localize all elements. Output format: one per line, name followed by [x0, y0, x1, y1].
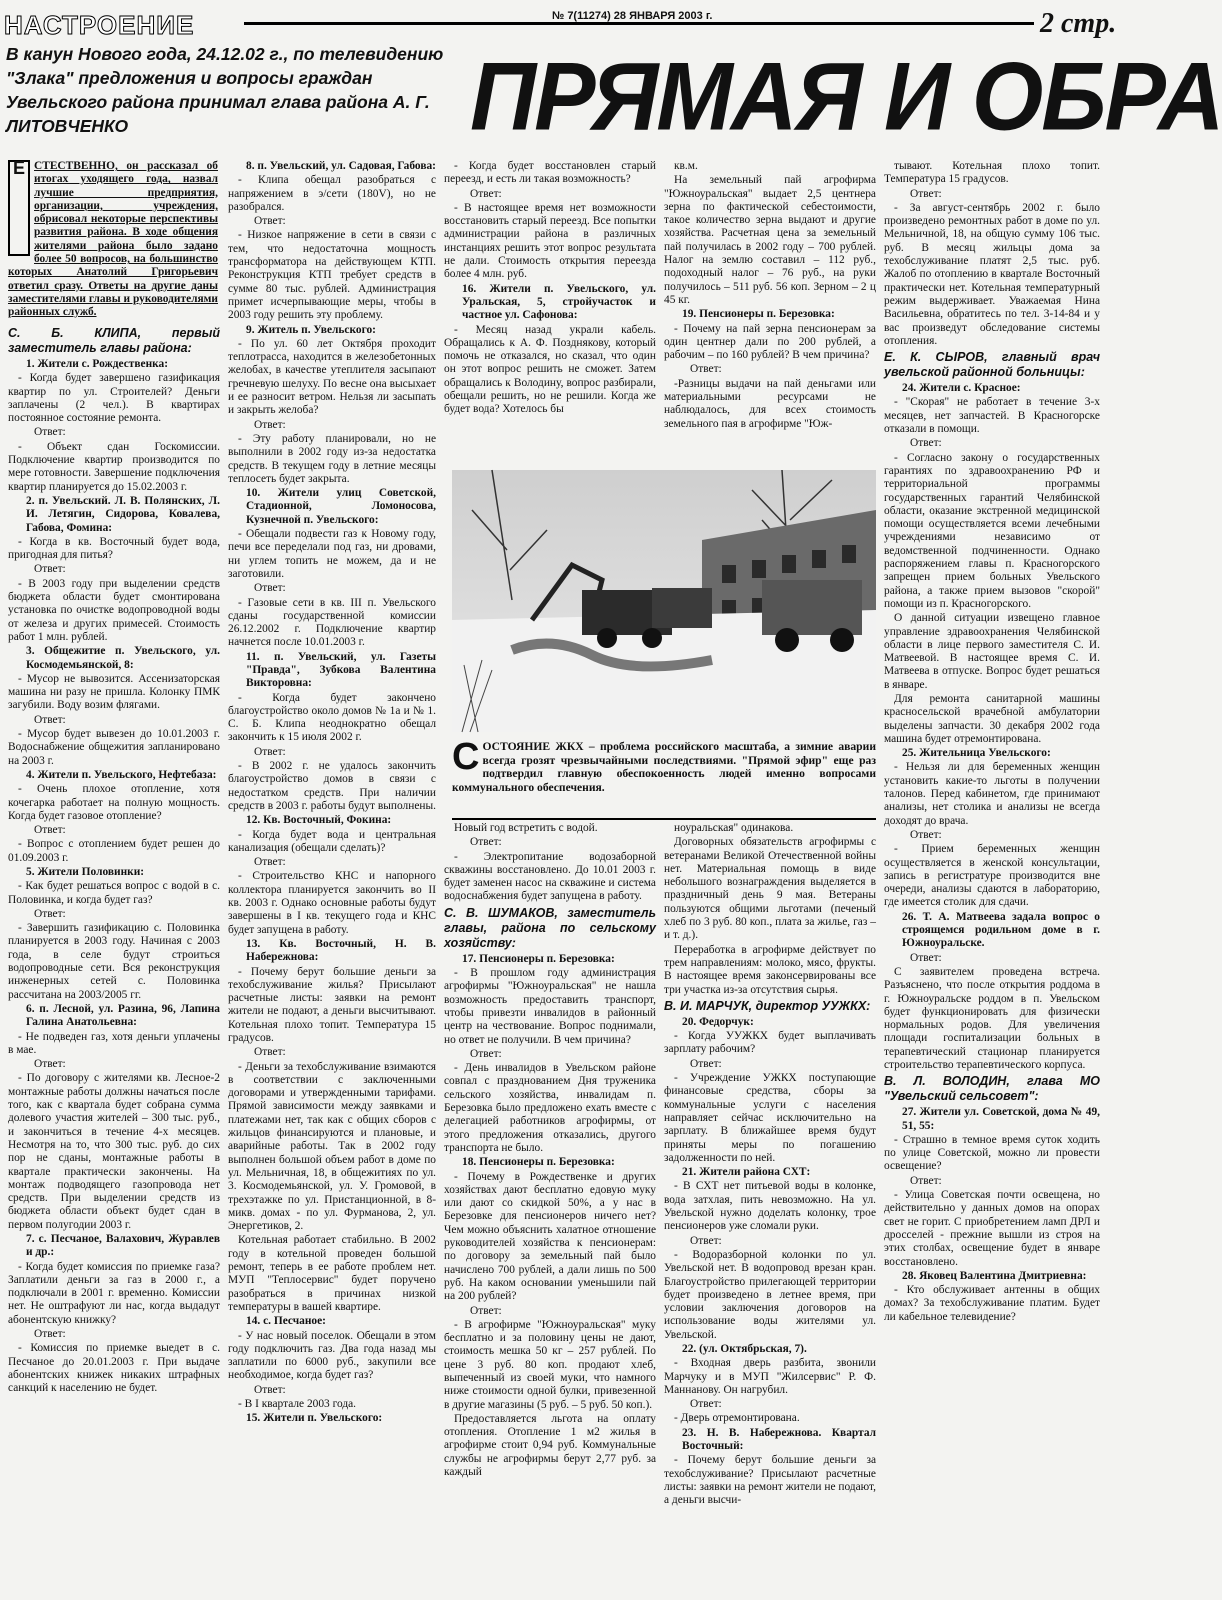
text-paragraph: - В агрофирме "Южноуральская" муку бесплатно и за половину цены не дают, стоимость мешка 50 кг – 257 рублей. По цене 3 руб. 80 коп. продают хлеб, выпеченный из своей муки, что намного ниже стоимости одной булки, привезенной в другие магазины (5 руб. – 5 руб. 50 коп.). [444, 1318, 656, 1411]
column-4-bottom [664, 822, 876, 1596]
question-heading: 19. Пенсионеры п. Березовка: [682, 308, 835, 321]
question-heading: 4. Жители п. Увельского, Нефтебаза: [26, 768, 217, 781]
text-paragraph: - Месяц назад украли кабель. Обращались к А. Ф. Позднякову, который помочь не отказался, но сказал, что один он этот вопрос решить не сможет. Затем обращались к Володину, вопрос разбирали, обещали решить, но не решили. Когда же будет вода? Хотелось бы [444, 323, 656, 416]
issue-line: № 7(11274) 28 ЯНВАРЯ 2003 г. [548, 10, 716, 22]
answer-label: Ответ: [254, 745, 286, 758]
caption-rule [452, 818, 876, 820]
question-heading: 16. Жители п. Увельского, ул. Уральская, 5, стройучасток и частное ул. Сафонова: [462, 282, 656, 322]
lead-paragraph: В канун Нового года, 24.12.02 г., по телевидению "Злака" предложения и вопросы граждан Увельского района принимал глава района А. Г. ЛИТОВЧЕНКО [6, 44, 444, 136]
question-heading: 22. (ул. Октябрьская, 7). [682, 1342, 807, 1355]
answer-label: Ответ: [254, 418, 286, 431]
header-rule [244, 22, 1034, 25]
question-heading: 23. Н. В. Набережнова. Квартал Восточный: [682, 1426, 876, 1453]
text-paragraph: - Учреждение УЖКХ поступающие финансовые средства, сборы за коммунальные услуги с населения направляет сейчас исключительно на зарплату. В ближайшее время будут приняты меры по погашению задолженности по ней. [664, 1072, 876, 1164]
text-paragraph: - Почему берут большие деньги за техобслуживание? Присылают расчетные листы: заявки на ремонт жители не подают, а деньги высчи- [664, 1454, 876, 1507]
answer-label: Ответ: [690, 363, 722, 376]
headline: ПРЯМАЯ И ОБРА [470, 43, 1222, 151]
answer-label: Ответ: [34, 1328, 66, 1341]
news-photo [452, 470, 876, 732]
answer-label: Ответ: [34, 907, 66, 920]
text-paragraph: - Эту работу планировали, но не выполнили в 2002 году из-за недостатка средств. В текущем году в летние месяцы теплосеть будет закрыта. [228, 432, 436, 485]
text-paragraph: тывают. Котельная плохо топит. Температура 15 градусов. [884, 160, 1100, 186]
photo-winter-excavator [452, 470, 876, 732]
text-paragraph: - В СХТ нет питьевой воды в колонке, вода затхлая, пить невозможно. На ул. Увельской нужно доделать колонку, трое пенсионеров уже сломали руки. [664, 1180, 876, 1233]
text-paragraph: - Улица Советская почти освещена, но действительно у данных домов на опорах свет не горит. С приобретением ламп ДРЛ и дросселей - прежние вышли из строя на этих столбах, освещение будет в январе восстановлено. [884, 1189, 1100, 1268]
text-paragraph: - Когда будет завершено газификация квартир по ул. Строителей? Деньги заплачены (2 чел.). В квартирах постоянное состояние ремонта. [8, 372, 220, 425]
text-paragraph: - Не подведен газ, хотя деньги уплачены в мае. [8, 1030, 220, 1056]
page-number: 2 стр. [1040, 8, 1117, 39]
text-paragraph: кв.м. [674, 160, 698, 172]
text-paragraph: - Дверь отремонтирована. [674, 1412, 800, 1425]
text-paragraph: - Водоразборной колонки по ул. Увельской нет. В водопровод врезан кран. Благоустройство прилегающей территории будет произведено в летнее время, при условии заключения договоров на использование воды жителями ул. Увельской. [664, 1248, 876, 1341]
text-paragraph: - Когда будет восстановлен старый переезд, и есть ли такая возможность? [444, 160, 656, 186]
text-paragraph: - По ул. 60 лет Октября проходит теплотрасса, находится в железобетонных желобах, в качестве утеплителя засыпают гречневую шелуху. По весне она высыхает и ее разносит ветром. Нельзя ли засыпать и закрыть желоба? [228, 337, 436, 417]
section-title: НАСТРОЕНИЕ [4, 10, 195, 40]
answer-label: Ответ: [254, 1046, 286, 1059]
answer-label: Ответ: [34, 426, 66, 439]
text-paragraph: Для ремонта санитарной машины красносельской врачебной амбулатории выделены запчасти. 30 декабря 2002 года машина будет отремонтирована. [884, 692, 1100, 745]
text-paragraph: Новый год встретить с водой. [454, 822, 598, 834]
text-paragraph: - В 2003 году при выделении средств бюджета области будет смонтирована установка по очистке водопроводной воды от железа и других примесей. Стоимость работ 1 млн. рублей. [8, 577, 220, 643]
text-paragraph: Договорных обязательств агрофирмы с ветеранами Великой Отечественной войны нет. Материальная помощь в виде небольшого вознаграждения выделяется в праздничный день 9 мая. Ветераны пользуются общими льготами (печеный хлеб по 3 руб. 80 коп., плата за жилье, газ – и т. д.). [664, 836, 876, 942]
text-paragraph: - Мусор будет вывезен до 10.01.2003 г. Водоснабжение общежития запланировано на 2003 г. [8, 728, 220, 767]
text-paragraph: ноуральская" одинакова. [674, 822, 794, 834]
answer-label: Ответ: [34, 824, 66, 837]
answer-label: Ответ: [470, 1304, 502, 1317]
text-paragraph: С заявителем проведена встреча. Разъяснено, что после открытия роддома в г. Южноуральске роддом в п. Увельском будет функционировать для физически нормальных родов. Для увеличения площади госпитализации больных в терапевтический стационар планируется строительство терапевтического корпуса. [884, 965, 1100, 1071]
text-paragraph: - Как будет решаться вопрос с водой в с. Половинка, и когда будет газ? [8, 880, 220, 906]
question-heading: 15. Жители п. Увельского: [246, 1412, 383, 1425]
answer-label: Ответ: [910, 437, 942, 450]
question-heading: 14. с. Песчаное: [246, 1315, 326, 1328]
text-paragraph: - "Скорая" не работает в течение 3-х месяцев, нет запчастей. В Красногорске отказали в помощи. [884, 396, 1100, 436]
question-heading: 11. п. Увельский, ул. Газеты "Правда", Зубкова Валентина Викторовна: [246, 650, 436, 690]
answer-label: Ответ: [910, 1174, 942, 1187]
question-heading: 21. Жители района СХТ: [682, 1166, 811, 1179]
question-heading: 1. Жители с. Рождественка: [26, 358, 169, 370]
column-4-top [664, 160, 876, 460]
question-heading: 18. Пенсионеры п. Березовка: [462, 1156, 615, 1169]
column-1 [8, 324, 220, 1596]
answer-label: Ответ: [34, 563, 66, 576]
text-paragraph: - Почему в Рождественке и других хозяйствах дают бесплатно едовую муку или дают со скидкой 50%, а у нас в Березовке для пенсионеров ничего нет? Чем можно объяснить халатное отношение руководителей хозяйства к пенсионерам: по договору за земельный пай было начислено 700 рублей, а дали лишь по 500 руб. На каком основании уменьшили пай на 200 рублей? [444, 1170, 656, 1303]
official-byline: В. Л. ВОЛОДИН, глава МО "Увельский сельсовет": [884, 1074, 1100, 1104]
question-heading: 7. с. Песчаное, Валахович, Журавлев и др.: [26, 1233, 220, 1259]
official-byline: В. И. МАРЧУК, директор УУЖКХ: [664, 998, 871, 1013]
question-heading: 5. Жители Половинки: [26, 865, 145, 878]
column-3-bottom [444, 822, 656, 1596]
caption-text: ОСТОЯНИЕ ЖКХ – проблема российского масштаба, а зимние аварии всегда грозят чрезвычайными последствиями. "Прямой эфир" еще раз подтвердил главную обеспокоенность людей именно вопросами коммунального обеспечения. [452, 740, 876, 794]
column-3-top [444, 160, 656, 460]
text-paragraph: - Кто обслуживает антенны в общих домах? За техобслуживание платим. Будет ли кабельное телевидение? [884, 1284, 1100, 1323]
text-paragraph: - Когда будет комиссия по приемке газа? Заплатили деньги за газ в 2000 г., а подключали в 2001 г. временно. Комиссии нет. Не оштрафуют ли нас, когда выдадут абонентскую книжку? [8, 1260, 220, 1326]
text-paragraph: - Завершить газификацию с. Половинка планируется в 2003 году. Начиная с 2003 года, в селе будут строиться водопроводные сети. Вся реконструкция инженерных сетей с. Половинка рассчитана на 2003/2005 гг. [8, 922, 220, 1001]
text-paragraph: - В I квартале 2003 года. [238, 1398, 357, 1411]
question-heading: 20. Федорчук: [682, 1015, 754, 1028]
text-paragraph: О данной ситуации извещено главное управление здравоохранения Челябинской области в лице первого заместителя С. И. Матвеевой. В настоящее время С. И. Матвеева в отпуске. Вопрос будет решаться в январе. [884, 612, 1100, 691]
question-heading: 17. Пенсионеры п. Березовка: [462, 952, 615, 965]
text-paragraph: - Почему берут большие деньги за техобслуживание жилья? Присылают расчетные листы: заявки на ремонт жители не подают, а деньги высчитывают. Котельная плохо топит. Температура 15 градусов. [228, 965, 436, 1044]
text-paragraph: - Страшно в темное время суток ходить по улице Советской, можно ли провести освещение? [884, 1133, 1100, 1173]
text-paragraph: - Когда в кв. Восточный будет вода, пригодная для питья? [8, 535, 220, 562]
text-paragraph: - Вопрос с отоплением будет решен до 01.09.2003 г. [8, 838, 220, 864]
answer-label: Ответ: [34, 1058, 66, 1071]
photo-caption [452, 736, 876, 816]
text-paragraph: -Разницы выдачи на пай деньгами или материальными ресурсами не наблюдалось, для всех стоимость земельного пая в агрофирме "Юж- [664, 377, 876, 430]
text-paragraph: - Строительство КНС и напорного коллектора планируется закончить во II кв. 2003 г. Однако основные работы будут завершены в I кв. текущего года и КНС будет запущена в работу. [228, 870, 436, 936]
column-5 [884, 160, 1100, 1596]
question-heading: 3. Общежитие п. Увельского, ул. Космодемьянской, 8: [26, 645, 220, 671]
caption-dropcap: С [452, 736, 480, 778]
text-paragraph: - Обещали подвести газ к Новому году, печи все переделали под газ, ни дровами, ни углем топить не можем, да и не заготовили. [228, 528, 436, 580]
text-paragraph: - В 2002 г. не удалось закончить благоустройство домов в связи с недостатком средств. При наличии средств в 2003 г. работы будут выполнены. [228, 760, 436, 812]
text-paragraph: - У нас новый поселок. Обещали в этом году подключить газ. Два года назад мы заплатили по 6000 руб., закупили все необходимое, когда будет газ? [228, 1329, 436, 1382]
question-heading: 28. Яковец Валентина Дмитриевна: [902, 1269, 1087, 1282]
text-paragraph: - Очень плохое отопление, хотя кочегарка работает на полную мощность. Когда будет газовое отопление? [8, 783, 220, 822]
text-paragraph: - Входная дверь разбита, звонили Марчуку и в МУП "Жилсервис" Р. Ф. Маннанову. Он нагрубил. [664, 1357, 876, 1396]
intro-text: СТЕСТВЕННО, он рассказал об итогах уходящего года, назвал лучшие предприятия, организации, учреждения, обрисовал некоторые перспективы развития района. В ходе общения жителями района было задано более 50 вопросов, на большинство которых Анатолий Григорьевич ответил сразу. Ответы на другие даны заместителями главы и руководителями районных служб. [8, 160, 218, 319]
text-paragraph: - Почему на пай зерна пенсионерам за один центнер дали по 200 рублей, а рабочим – по 160 рублей? В чем причина? [664, 322, 876, 362]
question-heading: 25. Жительница Увельского: [902, 747, 1051, 760]
text-paragraph: Предоставляется льгота на оплату отопления. Отопление 1 м2 жилья в агрофирме стоит 0,94 руб. Коммунальные службы не агрофирмы берут 2,77 руб. за каждый [444, 1412, 656, 1479]
text-paragraph: - Нельзя ли для беременных женщин установить какие-то льготы в получении талонов. Перед кабинетом, где принимают анализы, нет столика и анализы не всегда доходят до врача. [884, 761, 1100, 827]
official-byline: С. Б. КЛИПА, первый заместитель главы района: [8, 326, 220, 355]
question-heading: 8. п. Увельский, ул. Садовая, Габова: [246, 160, 436, 172]
text-paragraph: - Объект сдан Госкомиссии. Подключение квартир производится по мере готовности. Завершение подключения квартир планируется до 15.02.2003 г. [8, 440, 220, 493]
column-2 [228, 160, 436, 1596]
text-paragraph: - День инвалидов в Увельском районе совпал с празднованием Дня труженика сельского хозяйства, инвалидам п. Березовка было предложено ехать вместе с делегацией работников агрофирмы, от этого предложения отказались, другого транспорта не было. [444, 1062, 656, 1154]
intro-block [8, 160, 218, 318]
official-byline: С. В. ШУМАКОВ, заместитель главы, района по сельскому хозяйству: [444, 905, 656, 950]
question-heading: 26. Т. А. Матвеева задала вопрос о строящемся родильном доме в г. Южноуральске. [902, 910, 1100, 950]
text-paragraph: - По договору с жителями кв. Лесное-2 монтажные работы должны начаться после того, как с квартала будет собрана сумма долевого участия жителей – 300 тыс. руб., и закончиться в течение 4-х месяцев. Несмотря на то, что 300 тыс. руб. до сих пор не сданы, монтажные работы в квартале практически закончены. На монтаж подводящего газопровода нет средств. При выделении средств из бюджета области объект будет сдан в первом полугодии 2003 г. [8, 1072, 220, 1231]
text-paragraph: - Мусор не вывозится. Ассенизаторская машина ни разу не пришла. Колонку ПМК загубили. Воду возим флягами. [8, 672, 220, 712]
text-paragraph: Котельная работает стабильно. В 2002 году в котельной проведен большой ремонт, теперь в ее работе проблем нет. МУП "Теплосервис" будет поручено разобраться в причинах низкой температуры в вашей квартире. [228, 1234, 436, 1313]
question-heading: 27. Жители ул. Советской, дома № 49, 51, 55: [902, 1106, 1100, 1132]
question-heading: 10. Жители улиц Советской, Стадионной, Ломоносова, Кузнечной п. Увельского: [246, 487, 436, 526]
intro-dropcap: Е [8, 160, 30, 256]
text-paragraph: На земельный пай агрофирма "Южноуральская" выдает 2,5 центнера зерна по фактической себестоимости, такое количество зерна выдают и другие хозяйства. Расчетная цена за земельный пай получилась в 2002 году – 700 рублей. Налог на землю составил – 112 руб., подоходный налог – 76 руб., на руки получилось – 511 руб. 56 коп. Зерном – 2 ц 45 кг. [664, 174, 876, 306]
text-paragraph: - Когда будет закончено благоустройство около домов № 1а и № 1. С. Б. Клипа неоднократно обещал закончить к 15 июля 2002 г. [228, 691, 436, 744]
official-byline: Е. К. СЫРОВ, главный врач увельской районной больницы: [884, 350, 1100, 380]
answer-label: Ответ: [254, 582, 286, 595]
text-paragraph: - Электропитание водозаборной скважины восстановлено. До 10.01 2003 г. будет заменен насос на скважине и система водоснабжения будет запущена в работу. [444, 850, 656, 903]
answer-label: Ответ: [470, 836, 502, 849]
text-paragraph: - Согласно закону о государственных гарантиях по здравоохранению РФ и территориальной программы государственных гарантий Челябинской области, оказание экстренной медицинской помощи осуществляется всеми лечебными учреждениями независимо от ведомственной подчиненности. Однако распоряжением главы п. Красногорского запрещен прием больных Увельского района, а также прием вызовов "скорой" помощи из п. Красногорского. [884, 451, 1100, 610]
question-heading: 9. Житель п. Увельского: [246, 323, 376, 336]
text-paragraph: Переработка в агрофирме действует по трем направлениям: молоко, мясо, фрукты. В настоящее время законсервированы все три участка из-за отсутствия сырья. [664, 943, 876, 996]
question-heading: 13. Кв. Восточный, Н. В. Набережнова: [246, 937, 436, 964]
question-heading: 12. Кв. Восточный, Фокина: [246, 814, 392, 827]
text-paragraph: - Газовые сети в кв. III п. Увельского сданы государственной комиссии 26.12.2002 г. Подключение квартир начнется после 10.01.2003 г. [228, 596, 436, 649]
answer-label: Ответ: [690, 1398, 722, 1411]
text-paragraph: - Комиссия по приемке выедет в с. Песчаное до 20.01.2003 г. При выдаче абонентских книжек никаких штрафных санкций к населению не будет. [8, 1342, 220, 1395]
question-heading: 2. п. Увельский. Л. В. Полянских, Л. И. Летягин, Сидорова, Ковалева, Габова, Фомина: [26, 494, 220, 534]
text-paragraph: - За август-сентябрь 2002 г. было произведено ремонтных работ в доме по ул. Мельничной, 18, на общую сумму 106 тыс. руб. В месяц жильцы дома за техобслуживание платят 2,5 тыс. руб. Жалоб по отоплению в квартале Восточный практически нет. Котельная температурный режим выдерживает. Уважаемая Нина Васильевна, обратитесь по тел. 3-14-84 и у вас произведут обследование системы отопления. [884, 201, 1100, 347]
text-paragraph: - Деньги за техобслуживание взимаются в соответствии с заключенными договорами и утвержденными тарифами. Прямой зависимости между заявками и платежами нет, так как с общих сборов с жильцов финансируются и плановые, и аварийные работы. Так в 2002 году выполнен большой объем работ в доме по ул. Мельничная, 18, в общежитиях по ул. 3. Космодемьянской, ул. У. Громовой, в трехэтажке по ул. Пристанционной, в 8-микв. домах - по ул. Фурманова, 2, ул. Энергетиков, 2. [228, 1060, 436, 1233]
answer-label: Ответ: [910, 187, 942, 200]
answer-label: Ответ: [690, 1057, 722, 1070]
text-paragraph: - Низкое напряжение в сети в связи с тем, что недостаточна мощность трансформатора на действующем КТП. Реконструкция КТП требует средств в сумме 80 тыс. рублей. Администрация примет исчерпывающие меры, чтобы в 2003 году решить эту проблему. [228, 229, 436, 322]
answer-label: Ответ: [690, 1234, 722, 1247]
text-paragraph: - Когда УУЖКХ будет выплачивать зарплату рабочим? [664, 1030, 876, 1056]
answer-label: Ответ: [254, 215, 286, 228]
text-paragraph: - Клипа обещал разобраться с напряжением в э/сети (180V), но не разобрался. [228, 174, 436, 213]
answer-label: Ответ: [254, 1383, 286, 1396]
text-paragraph: - В прошлом году администрация агрофирмы "Южноуральская" не нашла возможность предоставить транспорт, чтобы привезти инвалидов в районный центр на чествование. Вопрос поднимали, но ответ не получили. В чем причина? [444, 967, 656, 1046]
answer-label: Ответ: [470, 187, 502, 200]
answer-label: Ответ: [34, 713, 66, 726]
question-heading: 6. п. Лесной, ул. Разина, 96, Лапина Галина Анатольевна: [26, 1002, 220, 1029]
answer-label: Ответ: [910, 951, 942, 964]
question-heading: 24. Жители с. Красное: [902, 382, 1021, 395]
answer-label: Ответ: [910, 828, 942, 841]
text-paragraph: - Когда будет вода и центральная канализация (обещали сделать)? [228, 828, 436, 854]
answer-label: Ответ: [254, 856, 286, 869]
answer-label: Ответ: [470, 1047, 502, 1060]
text-paragraph: - В настоящее время нет возможности восстановить старый переезд. Все попытки администрации района в различных инстанциях решить этот вопрос результата не дали. Стоимость открытия переезда более 4 млн. руб. [444, 201, 656, 281]
text-paragraph: - Прием беременных женщин осуществляется в женской консультации, запись в регистратуре производится вне очереди, анализы сдаются в лабораторию, где имеется столик для сдачи. [884, 843, 1100, 909]
